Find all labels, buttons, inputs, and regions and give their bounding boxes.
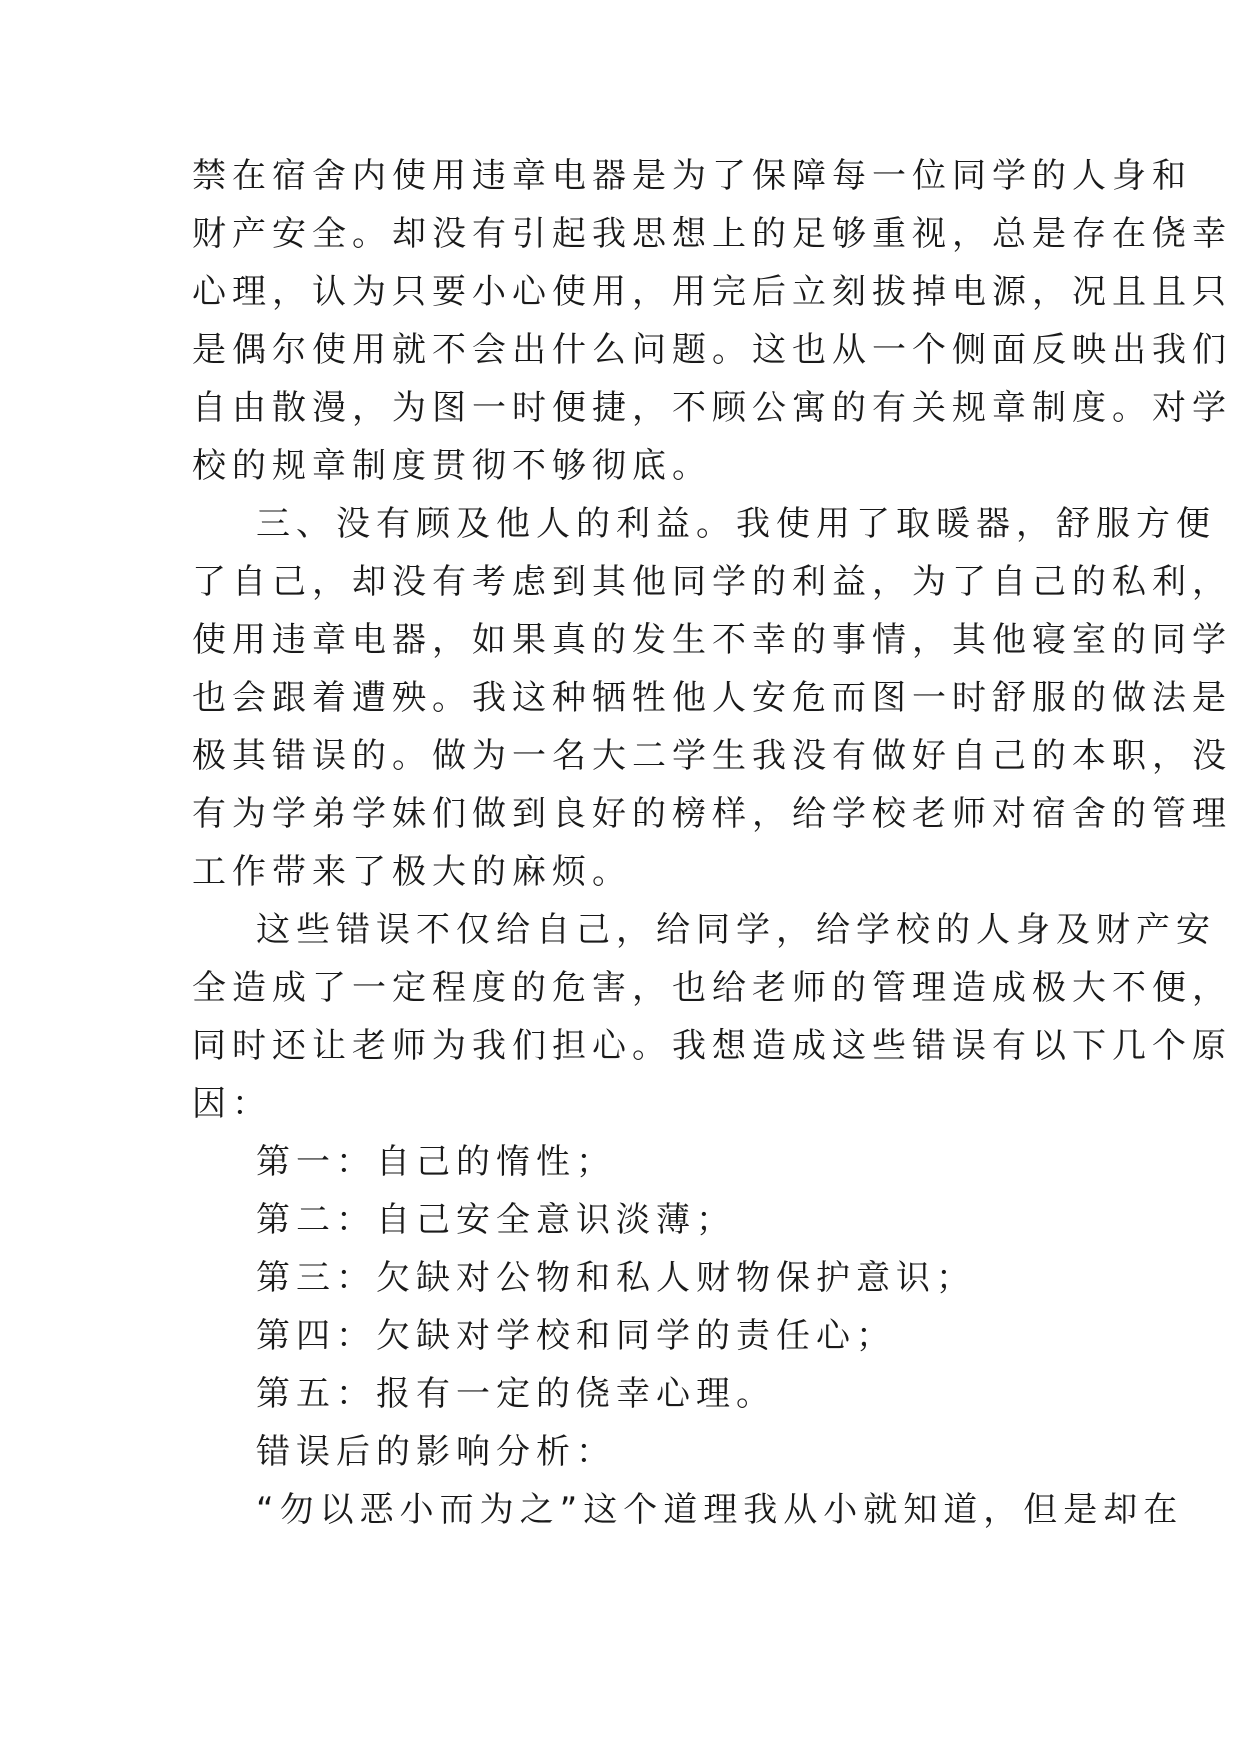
text-line: 有为学弟学妹们做到良好的榜样，给学校老师对宿舍的管理 [192,794,1232,834]
paragraph-start: 这些错误不仅给自己，给同学，给学校的人身及财产安 [256,910,1216,950]
text-line: 工作带来了极大的麻烦。 [192,852,632,892]
text-line: 是偶尔使用就不会出什么问题。这也从一个侧面反映出我们 [192,330,1232,370]
text-line: 心理，认为只要小心使用，用完后立刻拔掉电源，况且且只 [192,272,1232,312]
text-line: 校的规章制度贯彻不够彻底。 [192,446,712,486]
text-line: 极其错误的。做为一名大二学生我没有做好自己的本职，没 [192,736,1232,776]
text-line: 自由散漫，为图一时便捷，不顾公寓的有关规章制度。对学 [192,388,1232,428]
paragraph-start: 三、没有顾及他人的利益。我使用了取暖器，舒服方便 [256,504,1216,544]
text-line: 财产安全。却没有引起我思想上的足够重视，总是存在侥幸 [192,214,1232,254]
section-heading: 错误后的影响分析： [256,1432,616,1472]
list-item: 第三：欠缺对公物和私人财物保护意识； [256,1258,976,1298]
text-line: 禁在宿舍内使用违章电器是为了保障每一位同学的人身和 [192,156,1192,196]
text-line: 也会跟着遭殃。我这种牺牲他人安危而图一时舒服的做法是 [192,678,1232,718]
paragraph-start: “勿以恶小而为之”这个道理我从小就知道，但是却在 [256,1490,1184,1530]
text-line: 全造成了一定程度的危害，也给老师的管理造成极大不便， [192,968,1232,1008]
text-line: 同时还让老师为我们担心。我想造成这些错误有以下几个原 [192,1026,1232,1066]
text-line: 了自己，却没有考虑到其他同学的利益，为了自己的私利， [192,562,1232,602]
document-body [192,147,1232,1539]
list-item: 第二：自己安全意识淡薄； [256,1200,736,1240]
list-item: 第五：报有一定的侥幸心理。 [256,1374,776,1414]
list-item: 第四：欠缺对学校和同学的责任心； [256,1316,896,1356]
text-line: 使用违章电器，如果真的发生不幸的事情，其他寝室的同学 [192,620,1232,660]
text-line: 因： [192,1084,272,1124]
list-item: 第一：自己的惰性； [256,1142,616,1182]
